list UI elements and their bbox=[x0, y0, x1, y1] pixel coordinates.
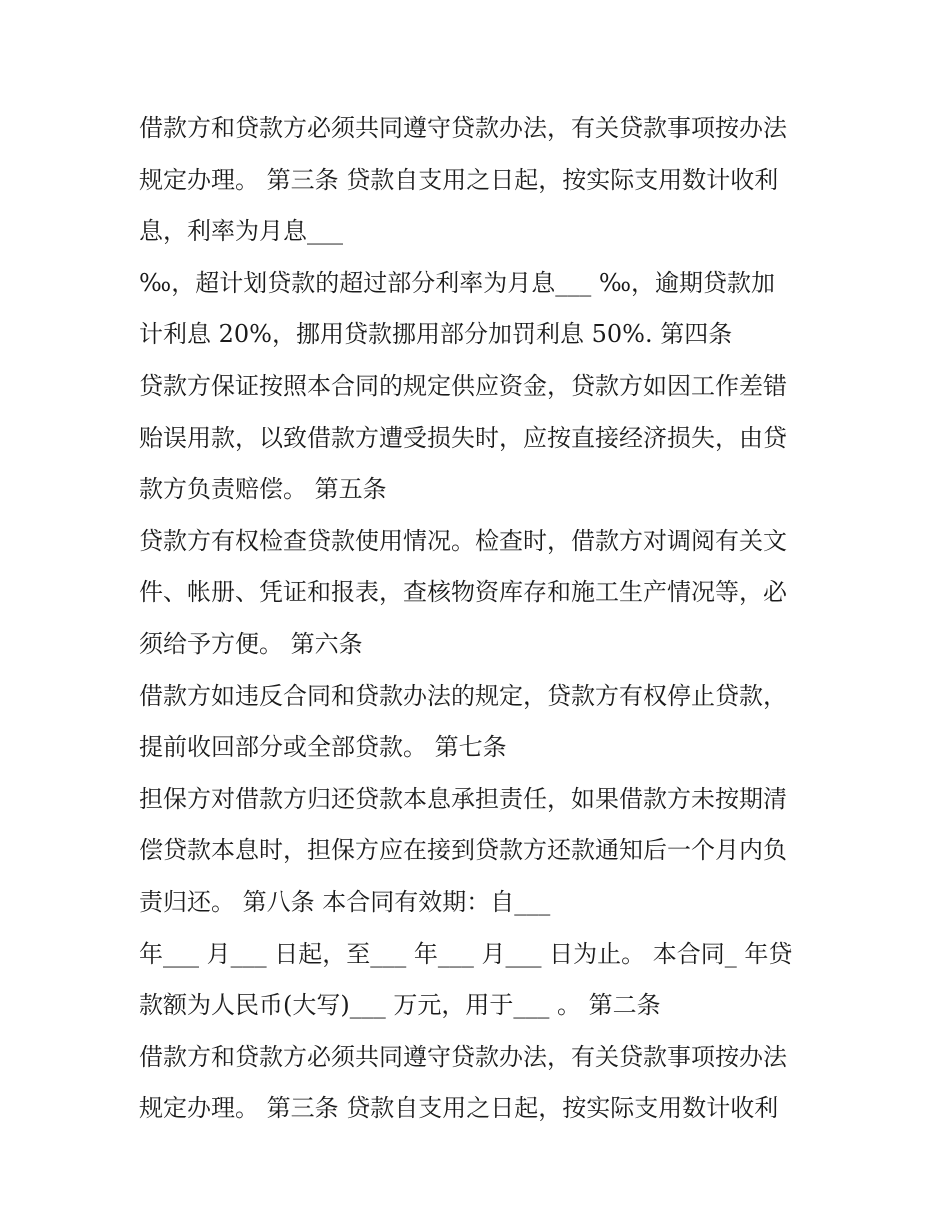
contract-text-body bbox=[139, 103, 829, 1135]
text-line: 借款方和贷款方必须共同遵守贷款办法，有关贷款事项按办法 bbox=[139, 1042, 787, 1071]
text-line: 责归还。 第八条 本合同有效期：自___ bbox=[139, 887, 551, 916]
text-line: 贻误用款，以致借款方遭受损失时，应按直接经济损失，由贷 bbox=[139, 423, 787, 452]
text-line: 借款方如违反合同和贷款办法的规定，贷款方有权停止贷款， bbox=[139, 681, 787, 710]
text-line: 借款方和贷款方必须共同遵守贷款办法，有关贷款事项按办法 bbox=[139, 114, 787, 142]
text-line: 款方负责赔偿。 第五条 bbox=[139, 475, 387, 504]
text-line: 计利息 20%，挪用贷款挪用部分加罚利息 50%. 第四条 bbox=[139, 320, 733, 349]
text-line: 须给予方便。 第六条 bbox=[139, 629, 363, 658]
text-line: 规定办理。 第三条 贷款自支用之日起，按实际支用数计收利 bbox=[139, 165, 779, 194]
text-line: 提前收回部分或全部贷款。 第七条 bbox=[139, 733, 507, 762]
text-line: 偿贷款本息时，担保方应在接到贷款方还款通知后一个月内负 bbox=[139, 836, 787, 865]
text-line: 贷款方保证按照本合同的规定供应资金，贷款方如因工作差错 bbox=[139, 371, 787, 400]
text-line: 担保方对借款方归还贷款本息承担责任，如果借款方未按期清 bbox=[139, 784, 787, 813]
text-line: 款额为人民币(大写)___ 万元，用于___ 。 第二条 bbox=[139, 991, 661, 1020]
text-line: ‰，超计划贷款的超过部分利率为月息___ ‰，逾期贷款加 bbox=[139, 268, 776, 297]
text-line: 件、帐册、凭证和报表，查核物资库存和施工生产情况等，必 bbox=[139, 578, 787, 607]
text-line: 息，利率为月息___ bbox=[139, 217, 343, 246]
text-line: 规定办理。 第三条 贷款自支用之日起，按实际支用数计收利 bbox=[139, 1094, 779, 1123]
text-line: 贷款方有权检查贷款使用情况。检查时，借款方对调阅有关文 bbox=[139, 526, 787, 555]
text-line: 年___ 月___ 日起，至___ 年___ 月___ 日为止。 本合同_ 年贷 bbox=[139, 939, 793, 968]
